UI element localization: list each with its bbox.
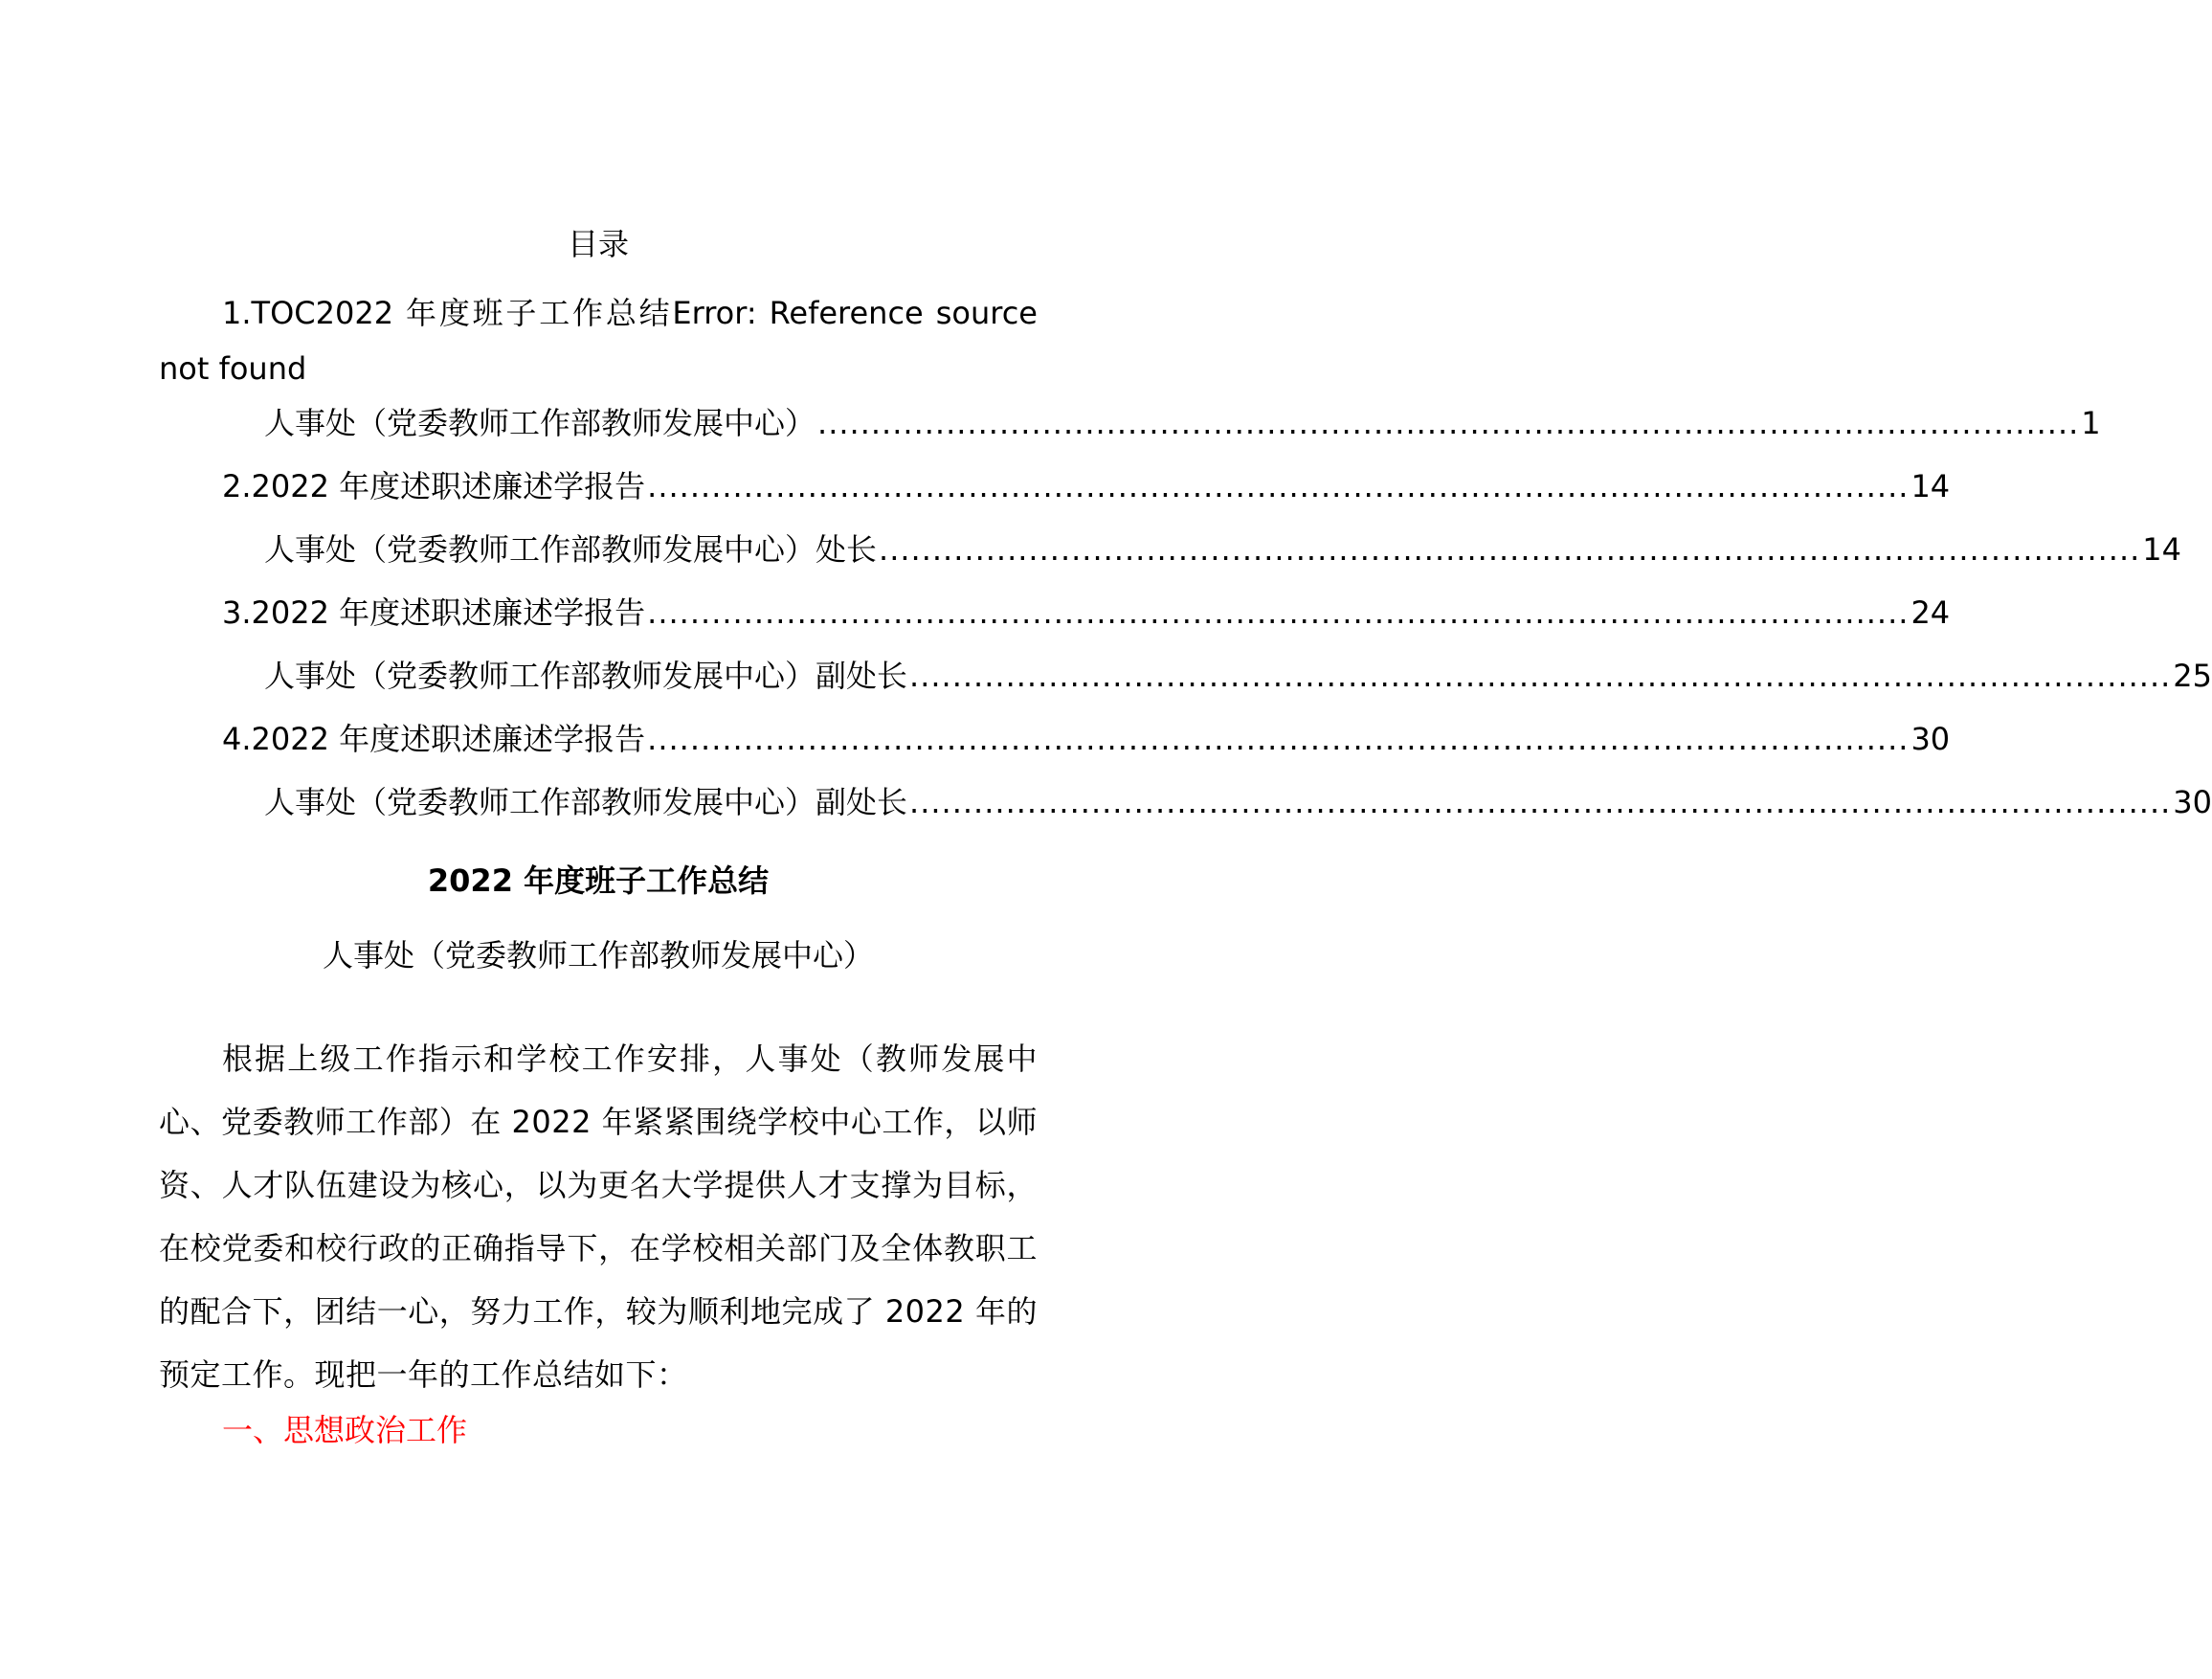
toc-leader-dots: ...................................................................................................................... (909, 658, 2172, 694)
toc-leader-dots: ...................................................................................................................... (879, 531, 2141, 568)
toc-entry-4[interactable] (159, 718, 1951, 760)
section-heading: 一、思想政治工作 (222, 1412, 468, 1448)
toc-entry-4-sub[interactable] (159, 781, 2212, 823)
toc-entry-2-sub[interactable] (159, 528, 2182, 571)
toc-leader-dots: ...................................................................................................................... (647, 594, 1910, 631)
toc-entry-label: 4.2022 年度述职述廉述学报告 (222, 721, 646, 757)
toc-leader-dots: ...................................................................................................................... (909, 784, 2172, 820)
toc-entry-label: 人事处（党委教师工作部教师发展中心）处长 (264, 531, 878, 568)
toc-page-number: 1 (2081, 405, 2101, 441)
document-page (159, 0, 2212, 1679)
toc-entry-3-sub[interactable] (159, 655, 2212, 697)
toc-entry-label: 人事处（党委教师工作部教师发展中心） (264, 405, 816, 441)
body-paragraph: 根据上级工作指示和学校工作安排，人事处（教师发展中心、党委教师工作部）在 2022 年紧紧围绕学校中心工作，以师资、人才队伍建设为核心，以为更名大学提供人才支撑为目标，在校党委和校行政的正确指导下，在学校相关部门及全体教职工的配合下，团结一心，努力工作，较为顺利地完成了 2022 年的预定工作。现把一年的工作总结如下： (159, 1041, 1038, 1393)
toc-entry-1-sub[interactable] (159, 402, 2101, 444)
toc-leader-dots: ...................................................................................................................... (647, 721, 1910, 757)
toc-page-number: 30 (1910, 721, 1951, 757)
toc-page-number: 24 (1910, 594, 1951, 631)
toc-leader-dots: ...................................................................................................................... (647, 468, 1910, 504)
toc-entry-label: 2.2022 年度述职述廉述学报告 (222, 468, 646, 504)
document-subtitle: 人事处（党委教师工作部教师发展中心） (322, 937, 874, 974)
toc-page-number: 25 (2173, 658, 2212, 694)
toc-entry-1[interactable]: 1.TOC2022 年度班子工作总结Error: Reference source not found (159, 295, 1038, 387)
document-title: 2022 年度班子工作总结 (427, 862, 770, 899)
toc-page-number: 14 (1910, 468, 1951, 504)
toc-entry-label: 人事处（党委教师工作部教师发展中心）副处长 (264, 658, 908, 694)
toc-page-number: 14 (2142, 531, 2182, 568)
toc-title: 目录 (567, 226, 629, 262)
toc-entry-label: 人事处（党委教师工作部教师发展中心）副处长 (264, 784, 908, 820)
toc-entry-2[interactable] (159, 465, 1951, 507)
toc-leader-dots: ...................................................................................................................... (817, 405, 2080, 441)
toc-entry-3[interactable] (159, 592, 1951, 634)
toc-page-number: 30 (2173, 784, 2212, 820)
toc-entry-label: 3.2022 年度述职述廉述学报告 (222, 594, 646, 631)
